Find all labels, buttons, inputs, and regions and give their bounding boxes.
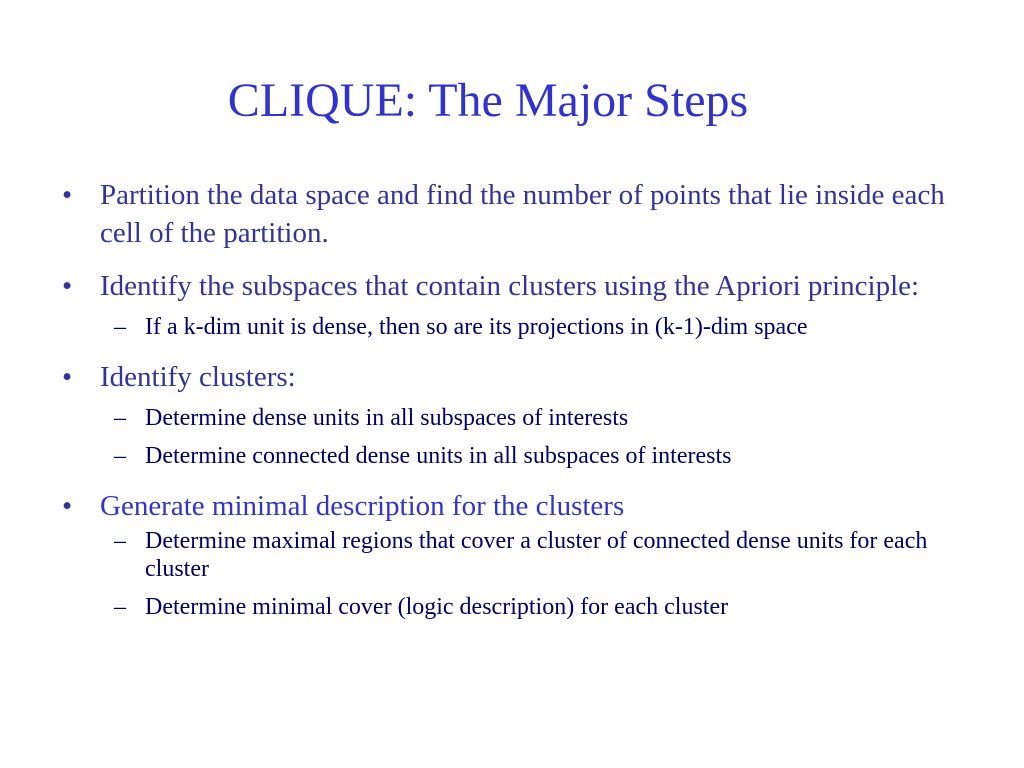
sub-list (62, 404, 992, 470)
sub-item-text: Determine minimal cover (logic description) for each cluster (145, 594, 729, 620)
sub-marker: – (114, 443, 126, 469)
sub-item-maximal-regions (62, 527, 992, 583)
slide-title (0, 72, 976, 130)
sub-item-dense-units (62, 404, 992, 432)
sub-list (62, 527, 992, 621)
sub-item-text: Determine connected dense units in all subspaces of interests (145, 443, 732, 469)
bullet-text: Identify clusters: (100, 361, 296, 393)
sub-item-projection (62, 313, 992, 341)
sub-item-connected-dense-units (62, 442, 992, 470)
bullet-text: Identify the subspaces that contain clusters using the Apriori principle: (100, 270, 920, 302)
sub-item-text: If a k-dim unit is dense, then so are its projections in (k-1)-dim space (145, 314, 808, 340)
bullet-partition (62, 176, 992, 252)
slide-body (62, 176, 992, 621)
sub-marker: – (114, 594, 126, 620)
bullet-text: Generate minimal description for the clusters (100, 490, 625, 522)
bullet-marker: • (62, 490, 73, 522)
bullet-identify-subspaces (62, 267, 992, 305)
sub-marker: – (114, 405, 126, 431)
sub-marker: – (114, 528, 126, 554)
sub-item-minimal-cover (62, 593, 992, 621)
bullet-marker: • (62, 361, 73, 393)
bullet-text: Partition the data space and find the number of points that lie inside each cell of the partition. (100, 179, 945, 249)
sub-marker: – (114, 314, 126, 340)
sub-list (62, 313, 992, 341)
sub-item-text: Determine maximal regions that cover a cluster of connected dense units for each cluster (145, 528, 928, 582)
bullet-identify-clusters (62, 358, 992, 396)
bullet-generate-description (62, 487, 992, 525)
bullet-marker: • (62, 179, 73, 211)
slide-title-text: CLIQUE: The Major Steps (227, 74, 749, 127)
sub-item-text: Determine dense units in all subspaces of interests (145, 405, 629, 431)
bullet-marker: • (62, 270, 73, 302)
